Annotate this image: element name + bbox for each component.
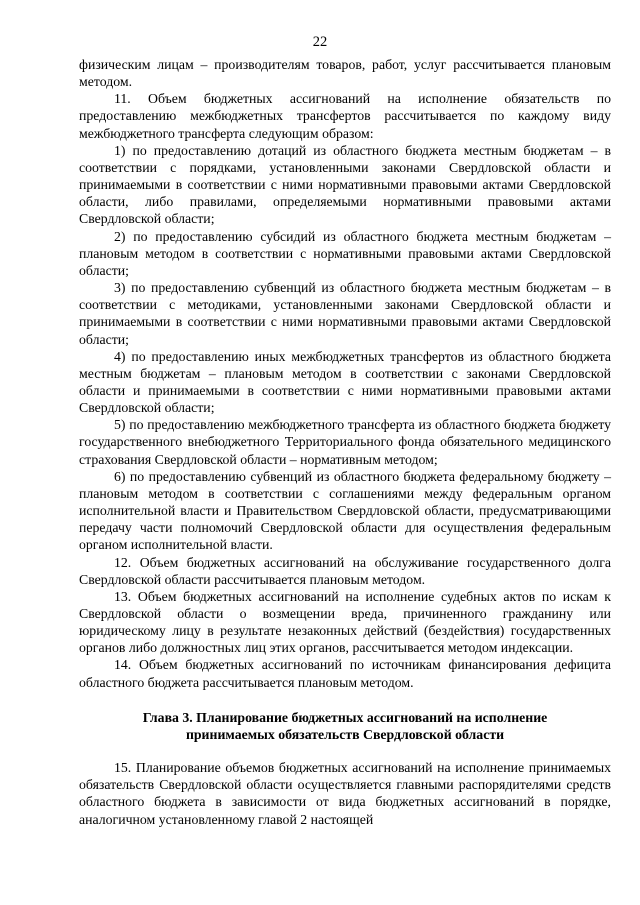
paragraph-item-12: 12. Объем бюджетных ассигнований на обслуживание государственного долга Свердловской области рассчитывается плановым методом. bbox=[79, 554, 611, 587]
paragraph-subitem-5: 5) по предоставлению межбюджетного трансферта из областного бюджета бюджету государственного внебюджетного Территориального фонда обязательного медицинского страхования Свердловской области – нормативным методом; bbox=[79, 417, 611, 467]
paragraph-item-15: 15. Планирование объемов бюджетных ассигнований на исполнение принимаемых обязательств Свердловской области осуществляется главными распорядителями средств областного бюджета в зависимости от вида бюджетных ассигнований в порядке, аналогичном установленному главой 2 настоящей bbox=[79, 760, 611, 827]
paragraph-item-11: 11. Объем бюджетных ассигнований на исполнение обязательств по предоставлению межбюджетных трансфертов рассчитывается по каждому виду межбюджетного трансферта следующим образом: bbox=[79, 91, 611, 141]
paragraph-subitem-2: 2) по предоставлению субсидий из областного бюджета местным бюджетам – плановым методом в соответствии с нормативными правовыми актами Свердловской области; bbox=[79, 228, 611, 278]
page-number: 22 bbox=[312, 34, 328, 50]
paragraph-continuation: физическим лицам – производителям товаров, работ, услуг рассчитывается плановым методом. bbox=[79, 57, 611, 90]
chapter-heading bbox=[79, 709, 611, 743]
chapter-heading-line-2: принимаемых обязательств Свердловской области bbox=[185, 726, 505, 742]
paragraph-subitem-1: 1) по предоставлению дотаций из областного бюджета местным бюджетам – в соответствии с порядками, установленными законами Свердловской области и принимаемыми в соответствии с ними нормативными правовыми актами Свердловской области, либо правилами, определяемыми нормативными правовыми актами Свердловской области; bbox=[79, 142, 611, 227]
paragraph-subitem-4: 4) по предоставлению иных межбюджетных трансфертов из областного бюджета местным бюджетам – плановым методом в соответствии с законами Свердловской области и принимаемыми в соответствии с ними нормативными правовыми актами Свердловской области; bbox=[79, 348, 611, 416]
chapter-heading-line-1: Глава 3. Планирование бюджетных ассигнований на исполнение bbox=[142, 709, 548, 725]
document-body bbox=[79, 56, 611, 828]
paragraph-item-14: 14. Объем бюджетных ассигнований по источникам финансирования дефицита областного бюджета рассчитывается плановым методом. bbox=[79, 657, 611, 690]
paragraph-item-13: 13. Объем бюджетных ассигнований на исполнение судебных актов по искам к Свердловской области о возмещении вреда, причиненного гражданину или юридическому лицу в результате незаконных действий (бездействия) государственных органов либо должностных лиц этих органов, рассчитывается методом индексации. bbox=[79, 588, 611, 656]
paragraph-subitem-6: 6) по предоставлению субвенций из областного бюджета федеральному бюджету – плановым методом в соответствии с соглашениями между федеральным органом исполнительной власти и Правительством Свердловской области, предусматривающими передачу части полномочий Свердловской области для осуществления федеральным органом исполнительной власти. bbox=[79, 468, 611, 553]
paragraph-subitem-3: 3) по предоставлению субвенций из областного бюджета местным бюджетам – в соответствии с методиками, установленными законами Свердловской области и принимаемыми в соответствии с ними нормативными правовыми актами Свердловской области; bbox=[79, 280, 611, 347]
